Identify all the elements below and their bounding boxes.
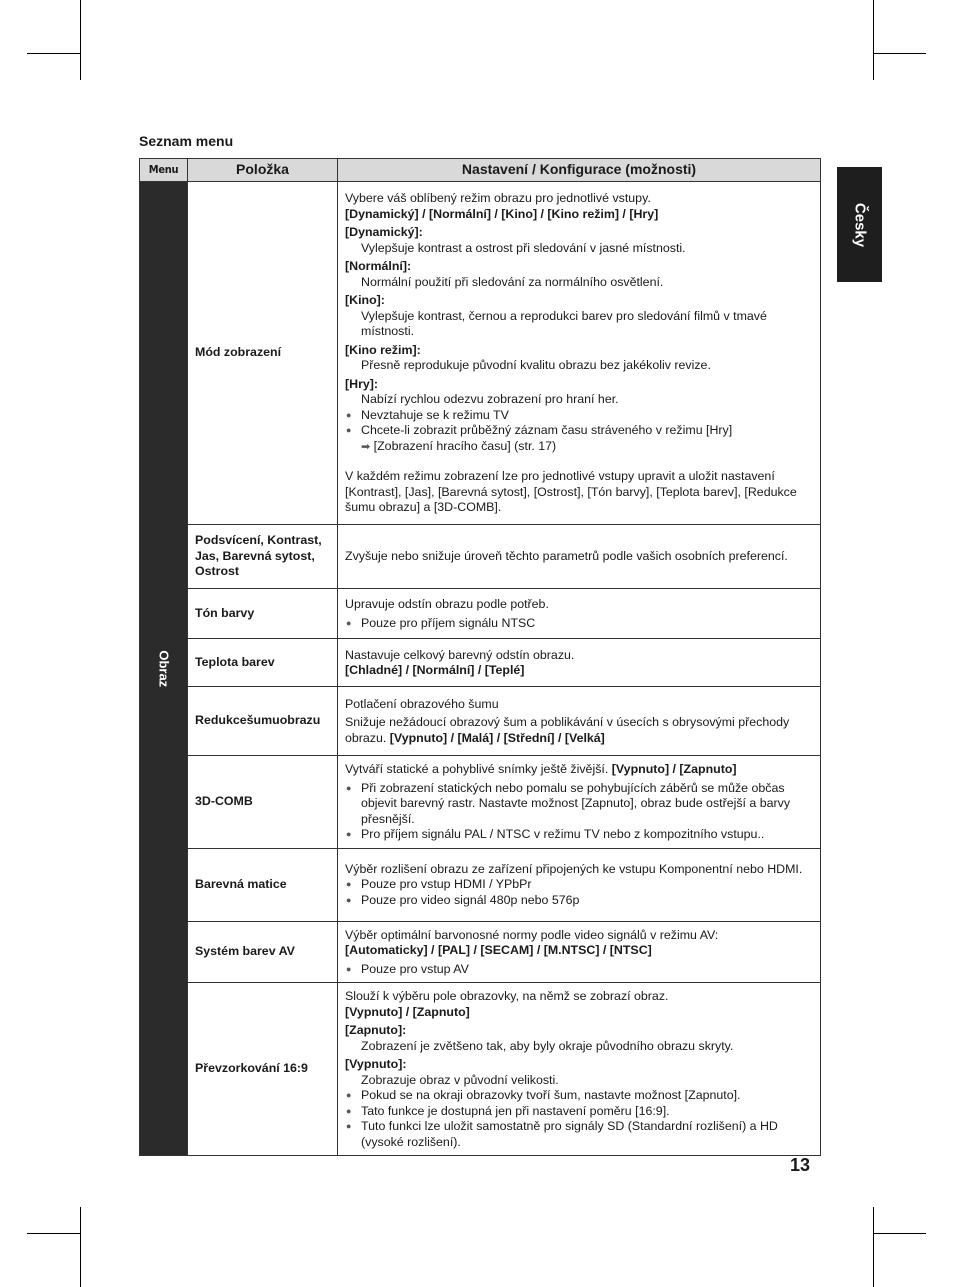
arrow-right-icon: ➡: [361, 440, 371, 453]
bullet-item: ● Pouze pro video signál 480p nebo 576p: [345, 893, 812, 909]
item-description: [338, 639, 821, 687]
options-text: [Dynamický] / [Normální] / [Kino] / [Kino režim] / [Hry]: [345, 206, 659, 221]
category-label: Obraz: [156, 650, 172, 687]
item-name: Redukcešumuobrazu: [188, 687, 338, 756]
description-text: Nastavuje celkový barevný odstín obrazu.: [345, 647, 575, 662]
item-name: Převzorkování 16:9: [188, 983, 338, 1156]
item-name: Podsvícení, Kontrast, Jas, Barevná sytost, Ostrost: [188, 525, 338, 589]
language-tab: [837, 167, 882, 282]
reference-text: [Zobrazení hracího času] (str. 17): [373, 438, 557, 453]
mode-text: Přesně reprodukuje původní kvalitu obrazu bez jakékoliv revize.: [361, 358, 711, 373]
item-description: [338, 687, 821, 756]
crop-mark: [80, 0, 81, 80]
bullet-item: ● Tuto funkci lze uložit samostatně pro signály SD (Standardní rozlišení) a HD (vysoké rozlišení).: [345, 1119, 812, 1150]
table-row: [140, 639, 821, 687]
table-row: [140, 848, 821, 921]
mode-text: Vylepšuje kontrast, černou a reprodukci barev pro sledování filmů v tmavé místnosti.: [361, 308, 767, 339]
section-title: Seznam menu: [139, 133, 234, 149]
description-text: [345, 715, 812, 746]
options-text: [Vypnuto] / [Zapnuto]: [345, 1004, 470, 1019]
bullet-item: ● Pouze pro příjem signálu NTSC: [345, 616, 812, 632]
description-text: Upravuje odstín obrazu podle potřeb.: [345, 597, 549, 611]
description-text: Zvyšuje nebo snižuje úroveň těchto parametrů podle vašich osobních preferencí.: [345, 549, 788, 564]
table-row: [140, 983, 821, 1156]
mode-text: Normální použití při sledování za normálního osvětlení.: [361, 274, 664, 289]
table-row: [140, 589, 821, 639]
crop-mark: [873, 0, 874, 80]
table-row: [140, 756, 821, 849]
item-name: Mód zobrazení: [188, 182, 338, 525]
mode-label: [Zapnuto]:: [345, 1023, 407, 1037]
crop-mark: [80, 1207, 81, 1287]
item-description: [338, 756, 821, 849]
mode-text: Nabízí rychlou odezvu zobrazení pro hraní her.: [361, 392, 619, 407]
options-text: [Vypnuto] / [Malá] / [Střední] / [Velká]: [389, 730, 605, 745]
bullet-item: ● Pokud se na okraji obrazovky tvoří šum, nastavte možnost [Zapnuto].: [345, 1088, 812, 1104]
description-text: Vybere váš oblíbený režim obrazu pro jednotlivé vstupy.: [345, 191, 651, 206]
crop-mark: [873, 53, 926, 54]
item-name: Teplota barev: [188, 639, 338, 687]
bullet-item: ● Při zobrazení statických nebo pomalu se pohybujících záběrů se může občas objevit barevný rastr. Nastavte možnost [Zapnuto], obraz bude ostřejší a barvy přesnější.: [345, 781, 812, 828]
header-menu: Menu: [140, 159, 188, 182]
description-text: Výběr optimální barvonosné normy podle video signálů v režimu AV:: [345, 927, 719, 942]
description-text-part: Vytváří statické a pohyblivé snímky ještě živější.: [345, 762, 609, 776]
options-text: [Chladné] / [Normální] / [Teplé]: [345, 663, 525, 677]
bullet-item: ● Nevztahuje se k režimu TV: [345, 408, 812, 424]
mode-text: Vylepšuje kontrast a ostrost při sledování v jasné místnosti.: [361, 240, 686, 255]
description-text: [345, 762, 812, 778]
bullet-item: ● Tato funkce je dostupná jen při nastavení poměru [16:9].: [345, 1104, 812, 1120]
description-text: Výběr rozlišení obrazu ze zařízení připojených ke vstupu Komponentní nebo HDMI.: [345, 861, 803, 876]
description-text: Potlačení obrazového šumu: [345, 696, 499, 711]
item-description: [338, 182, 821, 525]
mode-label: [Dynamický]:: [345, 225, 423, 240]
bullet-item: ● Chcete-li zobrazit průběžný záznam času stráveného v režimu [Hry]: [345, 423, 812, 439]
header-settings: Nastavení / Konfigurace (možnosti): [338, 159, 821, 182]
mode-label: [Kino]:: [345, 293, 385, 308]
item-description: [338, 983, 821, 1156]
header-item: Položka: [188, 159, 338, 182]
item-description: [338, 921, 821, 983]
category-cell: [140, 182, 188, 1156]
page-number: 13: [789, 1155, 810, 1175]
mode-text: Zobrazení je zvětšeno tak, aby byly okraje původního obrazu skryty.: [361, 1038, 734, 1053]
item-name: Systém barev AV: [188, 921, 338, 983]
mode-label: [Vypnuto]:: [345, 1057, 407, 1071]
item-description: [338, 848, 821, 921]
bullet-item: ● Pouze pro vstup HDMI / YPbPr: [345, 877, 812, 893]
item-description: [338, 589, 821, 639]
description-text-part: Snižuje nežádoucí obrazový šum a poblikávání v úsecích s obrysovými přechody obrazu.: [345, 715, 790, 745]
menu-table: [139, 158, 821, 1156]
mode-text: Zobrazuje obraz v původní velikosti.: [361, 1072, 559, 1087]
mode-label: [Hry]:: [345, 376, 379, 391]
item-name: 3D-COMB: [188, 756, 338, 849]
language-tab-label: Česky: [851, 202, 868, 247]
note-text: V každém režimu zobrazení lze pro jednotlivé vstupy upravit a uložit nastavení [Kontrast], [Jas], [Barevná sytost], [Ostrost], [Tón barvy], [Teplota barev], [Redukce šumu obrazu] a [3D-COMB].: [345, 469, 797, 515]
item-name: Tón barvy: [188, 589, 338, 639]
mode-label: [Kino režim]:: [345, 342, 421, 357]
crop-mark: [873, 1207, 874, 1287]
crop-mark: [873, 1233, 926, 1234]
crop-mark: [27, 1233, 80, 1234]
table-row: [140, 525, 821, 589]
options-text: [Vypnuto] / [Zapnuto]: [611, 762, 737, 776]
item-description: [338, 525, 821, 589]
item-name: Barevná matice: [188, 848, 338, 921]
crop-mark: [27, 53, 80, 54]
description-text: Slouží k výběru pole obrazovky, na němž se zobrazí obraz.: [345, 989, 669, 1003]
options-text: [Automaticky] / [PAL] / [SECAM] / [M.NTSC] / [NTSC]: [345, 943, 652, 957]
reference-line: [345, 439, 812, 456]
table-header-row: [140, 159, 821, 182]
mode-label: [Normální]:: [345, 259, 412, 274]
bullet-item: ● Pouze pro vstup AV: [345, 962, 812, 978]
table-row: [140, 182, 821, 525]
table-row: [140, 921, 821, 983]
table-row: [140, 687, 821, 756]
bullet-item: ● Pro příjem signálu PAL / NTSC v režimu TV nebo z kompozitního vstupu..: [345, 827, 812, 843]
